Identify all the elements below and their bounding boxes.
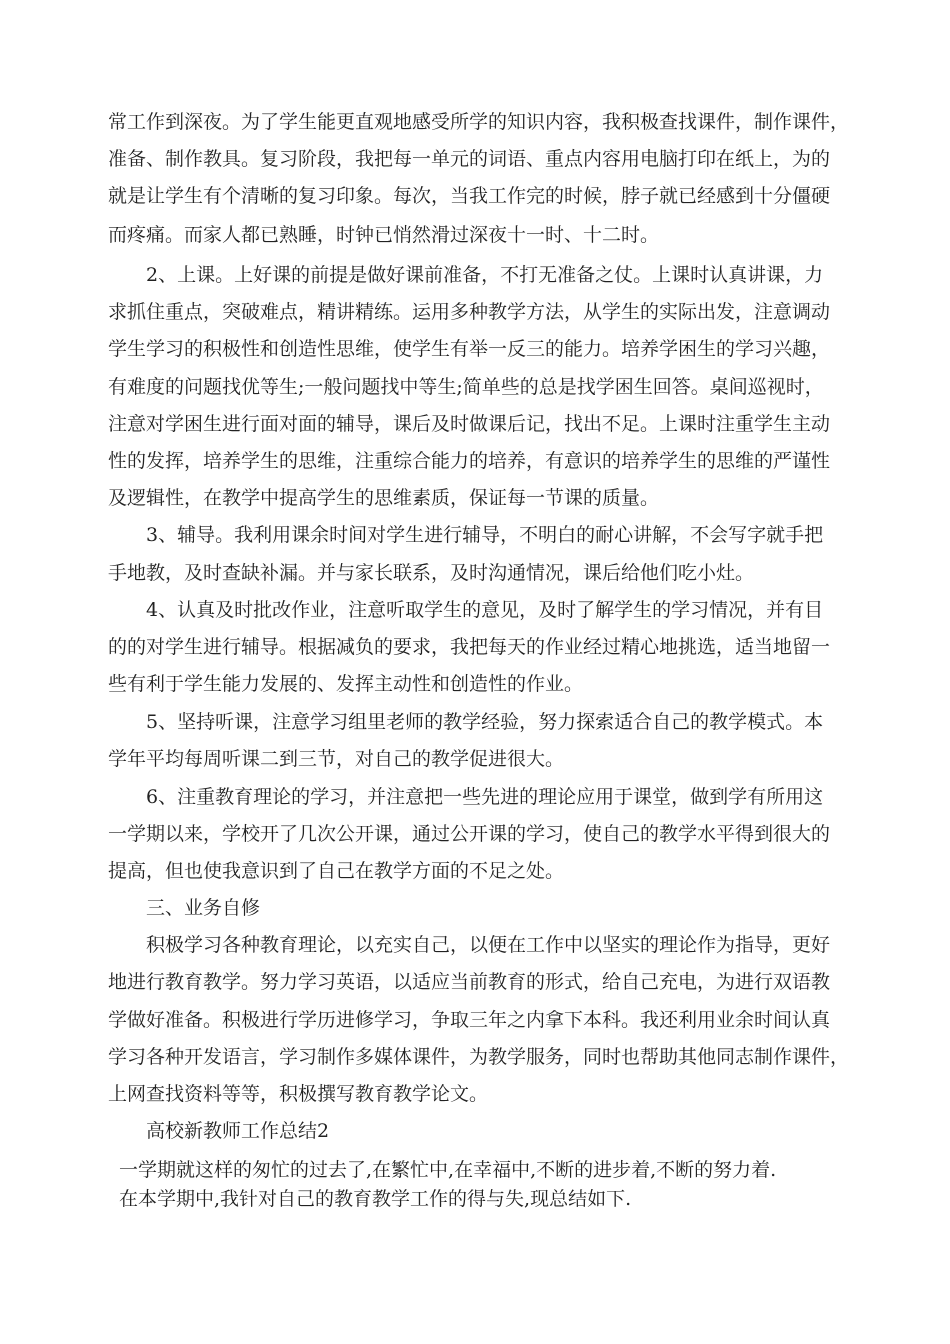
text-line: 在本学期中,我针对自己的教育教学工作的得与失,现总结如下. (119, 1188, 632, 1210)
text-line: 就是让学生有个清晰的复习印象。每次，当我工作完的时候，脖子就已经感到十分僵硬 (108, 185, 831, 207)
text-line: 地进行教育教学。努力学习英语，以适应当前教育的形式，给自己充电，为进行双语教 (108, 971, 831, 993)
text-line: 而疼痛。而家人都已熟睡，时钟已悄然滑过深夜十一时、十二时。 (108, 224, 660, 246)
text-line: 性的发挥，培养学生的思维，注重综合能力的培养，有意识的培养学生的思维的严谨性 (108, 450, 831, 472)
text-line: 有难度的问题找优等生;一般问题找中等生;简单些的总是找学困生回答。桌间巡视时， (108, 376, 824, 398)
text-line: 准备、制作教具。复习阶段，我把每一单元的词语、重点内容用电脑打印在纸上，为的 (108, 148, 831, 170)
text-line: 一学期以来，学校开了几次公开课，通过公开课的学习，使自己的教学水平得到很大的 (108, 823, 831, 845)
text-line: 注意对学困生进行面对面的辅导，课后及时做课后记，找出不足。上课时注重学生主动 (108, 413, 831, 435)
text-line: 学习各种开发语言，学习制作多媒体课件，为教学服务，同时也帮助其他同志制作课件， (108, 1046, 850, 1068)
text-line: 学生学习的积极性和创造性思维，使学生有举一反三的能力。培养学困生的学习兴趣， (108, 338, 831, 360)
text-line: 学年平均每周听课二到三节，对自己的教学促进很大。 (108, 748, 565, 770)
paragraph-start: 一学期就这样的匆忙的过去了,在繁忙中,在幸福中,不断的进步着,不断的努力着. (119, 1159, 777, 1181)
text-line: 上网查找资料等等，积极撰写教育教学论文。 (108, 1083, 489, 1105)
paragraph-start: 4、认真及时批改作业，注意听取学生的意见，及时了解学生的学习情况，并有目 (146, 599, 824, 621)
paragraph-start: 5、坚持听课，注意学习组里老师的教学经验，努力探索适合自己的教学模式。本 (146, 711, 824, 733)
paragraph-start: 积极学习各种教育理论，以充实自己，以便在工作中以坚实的理论作为指导，更好 (146, 934, 831, 956)
text-line: 及逻辑性，在教学中提高学生的思维素质，保证每一节课的质量。 (108, 487, 660, 509)
paragraph-start: 3、辅导。我利用课余时间对学生进行辅导，不明白的耐心讲解，不会写字就手把 (146, 524, 824, 546)
text-line: 常工作到深夜。为了学生能更直观地感受所学的知识内容，我积极查找课件，制作课件， (108, 111, 850, 133)
paragraph-start: 2、上课。上好课的前提是做好课前准备，不打无准备之仗。上课时认真讲课，力 (146, 264, 824, 286)
text-line: 学做好准备。积极进行学历进修学习，争取三年之内拿下本科。我还利用业余时间认真 (108, 1009, 831, 1031)
text-line: 求抓住重点，突破难点，精讲精练。运用多种教学方法，从学生的实际出发，注意调动 (108, 301, 831, 323)
text-line: 提高，但也使我意识到了自己在教学方面的不足之处。 (108, 860, 565, 882)
section-heading: 三、业务自修 (146, 897, 261, 919)
paragraph-start: 6、注重教育理论的学习，并注意把一些先进的理论应用于课堂，做到学有所用这 (146, 786, 824, 808)
text-line: 些有利于学生能力发展的、发挥主动性和创造性的作业。 (108, 673, 584, 695)
document-subtitle: 高校新教师工作总结2 (146, 1120, 330, 1142)
text-line: 手地教，及时查缺补漏。并与家长联系，及时沟通情况，课后给他们吃小灶。 (108, 562, 755, 584)
text-line: 的的对学生进行辅导。根据减负的要求，我把每天的作业经过精心地挑选，适当地留一 (108, 636, 831, 658)
